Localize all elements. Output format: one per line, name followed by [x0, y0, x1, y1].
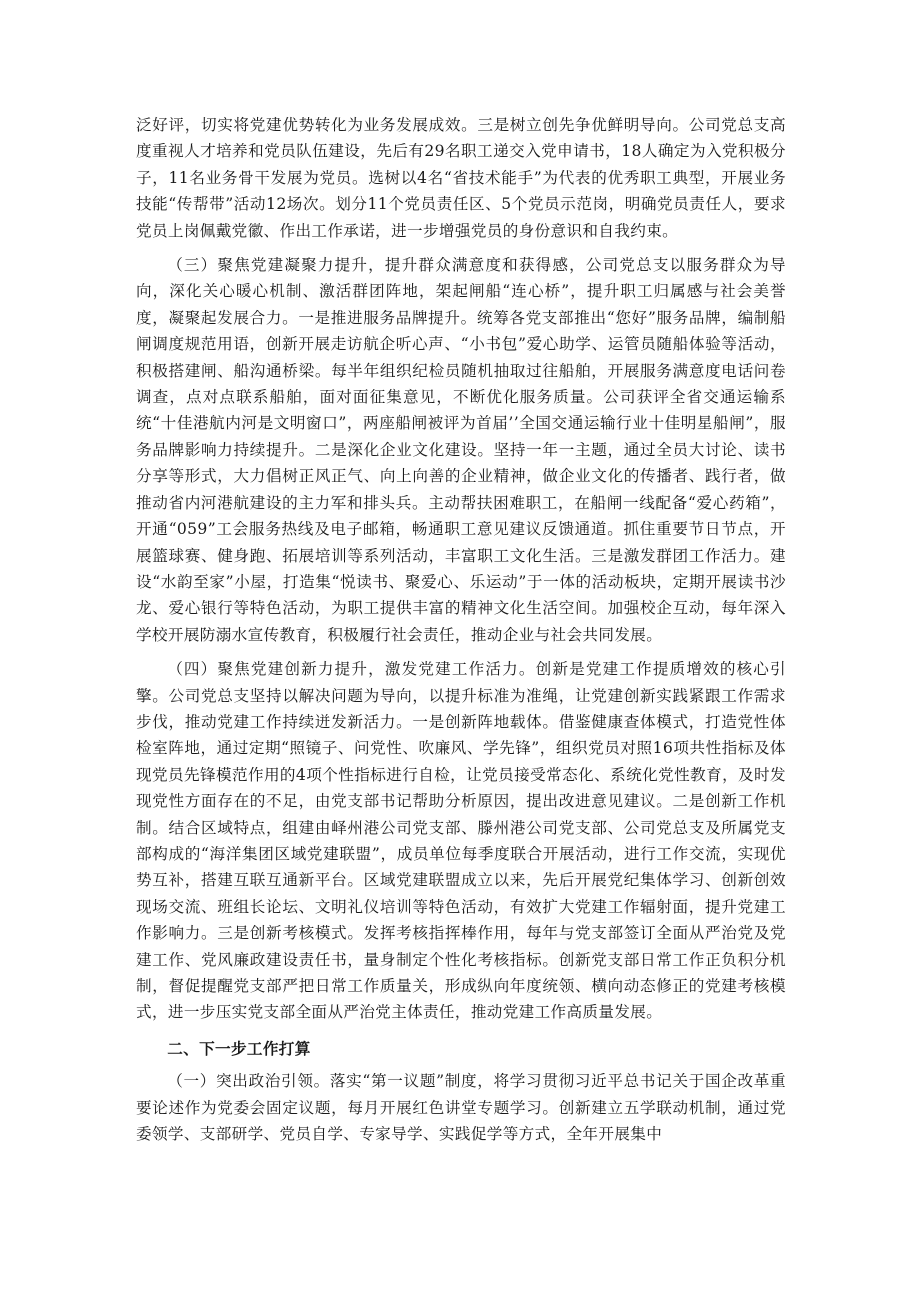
document-page — [136, 112, 786, 1147]
paragraph-party-building-results: 泛好评，切实将党建优势转化为业务发展成效。三是树立创先争优鲜明导向。公司党总支高度重视人才培养和党员队伍建设，先后有29名职工递交入党申请书，18人确定为入党积极分子，11名业务骨干发展为党员。选树以4名“省技术能手”为代表的优秀职工典型，开展业务技能“传帮带”活动12场次。划分11个党员责任区、5个党员示范岗，明确党员责任人，要求党员上岗佩戴党徽、作出工作承诺，进一步增强党员的身份意识和自我约束。 — [136, 116, 786, 240]
paragraph-political-guidance: （一）突出政治引领。落实“第一议题”制度，将学习贯彻习近平总书记关于国企改革重要论述作为党委会固定议题，每月开展红色讲堂专题学习。创新建立五学联动机制，通过党委领学、支部研学、党员自学、专家导学、实践促学等方式，全年开展集中 — [136, 1072, 786, 1144]
paragraph-cohesion: （三）聚焦党建凝聚力提升，提升群众满意度和获得感，公司党总支以服务群众为导向，深化关心暖心机制、激活群团阵地，架起闸船“连心桥”，提升职工归属感与社会美誉度，凝聚起发展合力。一是推进服务品牌提升。统筹各党支部推出“您好”服务品牌，编制船闸调度规范用语，创新开展走访航企听心声、“小书包”爱心助学、运管员随船体验等活动，积极搭建闸、船沟通桥梁。每半年组织纪检员随机抽取过往船舶，开展服务满意度电话问卷调查，点对点联系船舶，面对面征集意见，不断优化服务质量。公司获评全省交通运输系统“十佳港航内河是文明窗口”，两座船闸被评为首届’’全国交通运输行业十佳明星船闸”，服务品牌影响力持续提升。二是深化企业文化建设。坚持一年一主题，通过全员大讨论、读书分享等形式，大力倡树正风正气、向上向善的企业精神，做企业文化的传播者、践行者，做推动省内河港航建设的主力军和排头兵。主动帮扶困难职工，在船闸一线配备“爱心药箱”，开通“059”工会服务热线及电子邮箱，畅通职工意见建议反馈通道。抓住重要节日节点，开展篮球赛、健身跑、拓展培训等系列活动，丰富职工文化生活。三是激发群团工作活力。建设“水韵至家”小屋，打造集“悦读书、聚爱心、乐运动”于一体的活动板块，定期开展读书沙龙、爱心银行等特色活动，为职工提供丰富的精神文化生活空间。加强校企互动，每年深入学校开展防溺水宣传教育，积极履行社会责任，推动企业与社会共同发展。 — [136, 256, 786, 644]
paragraph-innovation: （四）聚焦党建创新力提升，激发党建工作活力。创新是党建工作提质增效的核心引擎。公司党总支坚持以解决问题为导向，以提升标准为准绳，让党建创新实践紧跟工作需求步伐，推动党建工作持续迸发新活力。一是创新阵地载体。借鉴健康查体模式，打造党性体检室阵地，通过定期“照镜子、问党性、吹廉风、学先锋”，组织党员对照16项共性指标及体现党员先锋模范作用的4项个性指标进行自检，让党员接受常态化、系统化党性教育，及时发现党性方面存在的不足，由党支部书记帮助分析原因，提出改进意见建议。二是创新工作机制。结合区域特点，组建由峄州港公司党支部、滕州港公司党支部、公司党总支及所属党支部构成的“海洋集团区域党建联盟”，成员单位每季度联合开展活动，进行工作交流，实现优势互补，搭建互联互通新平台。区域党建联盟成立以来，先后开展党纪集体学习、创新创效现场交流、班组长论坛、文明礼仪培训等特色活动，有效扩大党建工作辐射面，提升党建工作影响力。三是创新考核模式。发挥考核指挥棒作用，每年与党支部签订全面从严治党及党建工作、党风廉政建设责任书，量身制定个性化考核指标。创新党支部日常工作正负积分机制，督促提醒党支部严把日常工作质量关，形成纵向年度统领、横向动态修正的党建考核模式，进一步压实党支部全面从严治党主体责任，推动党建工作高质量发展。 — [136, 660, 786, 1022]
section-heading-next-steps: 二、下一步工作打算 — [167, 1039, 311, 1058]
